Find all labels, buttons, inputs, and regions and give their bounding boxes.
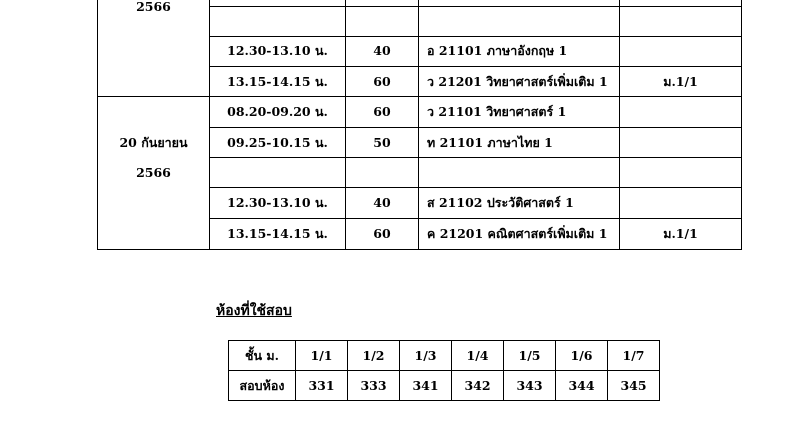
- row-line: [209, 157, 742, 158]
- exam-minutes: 60: [373, 226, 391, 241]
- room-label: สอบห้อง: [229, 371, 296, 401]
- class-cell: 1/5: [504, 341, 556, 371]
- exam-time: 09.25-10.15 น.: [227, 135, 328, 150]
- class-cell: 1/3: [400, 341, 452, 371]
- row-line: [209, 36, 742, 37]
- class-cell: 1/4: [452, 341, 504, 371]
- rooms-table: [228, 340, 660, 401]
- exam-time: 12.30-13.10 น.: [227, 43, 328, 58]
- table-divider: [345, 0, 346, 250]
- rooms-title: ห้องที่ใช้สอบ: [216, 303, 292, 319]
- row-line: [209, 127, 742, 128]
- exam-minutes: 60: [373, 74, 391, 89]
- room-number-cell: 345: [608, 371, 660, 401]
- table-border-right: [741, 0, 742, 250]
- exam-subject: ค 21201 คณิตศาสตร์เพิ่มเติม 1: [427, 226, 608, 241]
- exam-date-year: 2566: [136, 0, 171, 14]
- class-cell: 1/6: [556, 341, 608, 371]
- room-number-cell: 344: [556, 371, 608, 401]
- exam-subject: ท 21101 ภาษาไทย 1: [427, 135, 553, 150]
- exam-subject: ส 21102 ประวัติศาสตร์ 1: [427, 195, 574, 210]
- rooms-header-row: [229, 341, 660, 371]
- exam-subject: ว 21201 วิทยาศาสตร์เพิ่มเติม 1: [427, 74, 608, 89]
- table-border-bottom: [97, 249, 742, 250]
- exam-class: ม.1/1: [663, 226, 698, 241]
- rooms-number-row: [229, 371, 660, 401]
- room-number-cell: 333: [348, 371, 400, 401]
- table-divider: [209, 0, 210, 250]
- row-line: [209, 66, 742, 67]
- table-border-left: [97, 0, 98, 250]
- exam-class: ม.1/1: [663, 74, 698, 89]
- exam-date-day: 20 กันยายน: [119, 135, 188, 150]
- exam-minutes: 60: [373, 104, 391, 119]
- exam-minutes: 50: [373, 135, 391, 150]
- exam-time: 13.15-14.15 น.: [227, 226, 328, 241]
- row-line: [209, 187, 742, 188]
- row-line: [209, 218, 742, 219]
- room-number-cell: 342: [452, 371, 504, 401]
- table-divider: [619, 0, 620, 250]
- rooms-header-label: ชั้น ม.: [229, 341, 296, 371]
- exam-minutes: 40: [373, 43, 391, 58]
- exam-minutes: 40: [373, 195, 391, 210]
- room-number-cell: 343: [504, 371, 556, 401]
- room-number-cell: 331: [296, 371, 348, 401]
- exam-subject: ว 21101 วิทยาศาสตร์ 1: [427, 104, 567, 119]
- exam-date-year: 2566: [136, 165, 171, 180]
- exam-time: 13.15-14.15 น.: [227, 74, 328, 89]
- class-cell: 1/1: [296, 341, 348, 371]
- exam-time: 08.20-09.20 น.: [227, 104, 328, 119]
- class-cell: 1/2: [348, 341, 400, 371]
- class-cell: 1/7: [608, 341, 660, 371]
- exam-time: 12.30-13.10 น.: [227, 195, 328, 210]
- room-number-cell: 341: [400, 371, 452, 401]
- table-divider: [418, 0, 419, 250]
- day-separator-line: [97, 96, 742, 97]
- exam-subject: อ 21101 ภาษาอังกฤษ 1: [427, 43, 568, 58]
- row-line: [209, 6, 742, 7]
